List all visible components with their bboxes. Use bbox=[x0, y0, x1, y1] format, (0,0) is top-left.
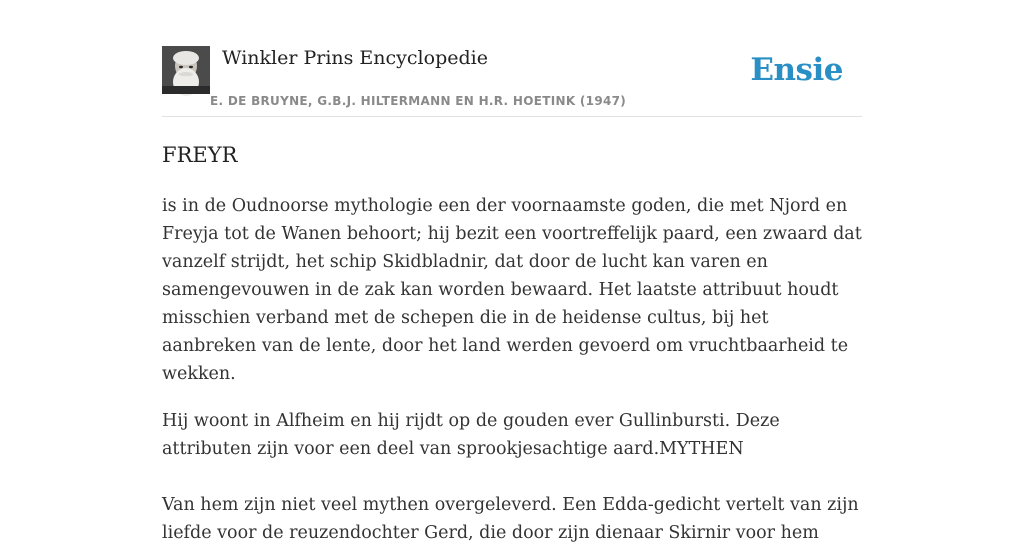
publication-authors: E. DE BRUYNE, G.B.J. HILTERMANN EN H.R. HOETINK (1947) bbox=[210, 94, 627, 108]
article-paragraph: Van hem zijn niet veel mythen overgeleverd. Een Edda-gedicht vertelt van zijn liefde voor de reuzendochter Gerd, die door zijn dienaar Skirnir voor hem bbox=[162, 495, 859, 543]
article-headword: FREYR bbox=[162, 143, 238, 167]
article-body bbox=[162, 140, 862, 547]
publication-title[interactable]: Winkler Prins Encyclopedie bbox=[222, 47, 488, 69]
portrait-icon-graphic bbox=[162, 46, 210, 94]
site-header bbox=[162, 44, 862, 117]
article-paragraph: Hij woont in Alfheim en hij rijdt op de gouden ever Gullinbursti. Deze attributen zijn voor een deel van sprookjesachtige aard.MYTHEN bbox=[162, 411, 780, 459]
article-paragraph: is in de Oudnoorse mythologie een der voornaamste goden, die met Njord en Freyja tot de Wanen behoort; hij bezit een voortreffelijk paard, een zwaard dat vanzelf strijdt, het schip Skidbladnir, dat door de lucht kan varen en samengevouwen in de zak kan worden bewaard. Het laatste attribuut houdt misschien verband met de schepen die in de heidense cultus, bij het aanbreken van de lente, door het land werden gevoerd om vruchtbaarheid te wekken. bbox=[162, 196, 862, 384]
ensie-logo[interactable]: Ensie bbox=[750, 52, 843, 88]
portrait-icon bbox=[162, 46, 210, 94]
